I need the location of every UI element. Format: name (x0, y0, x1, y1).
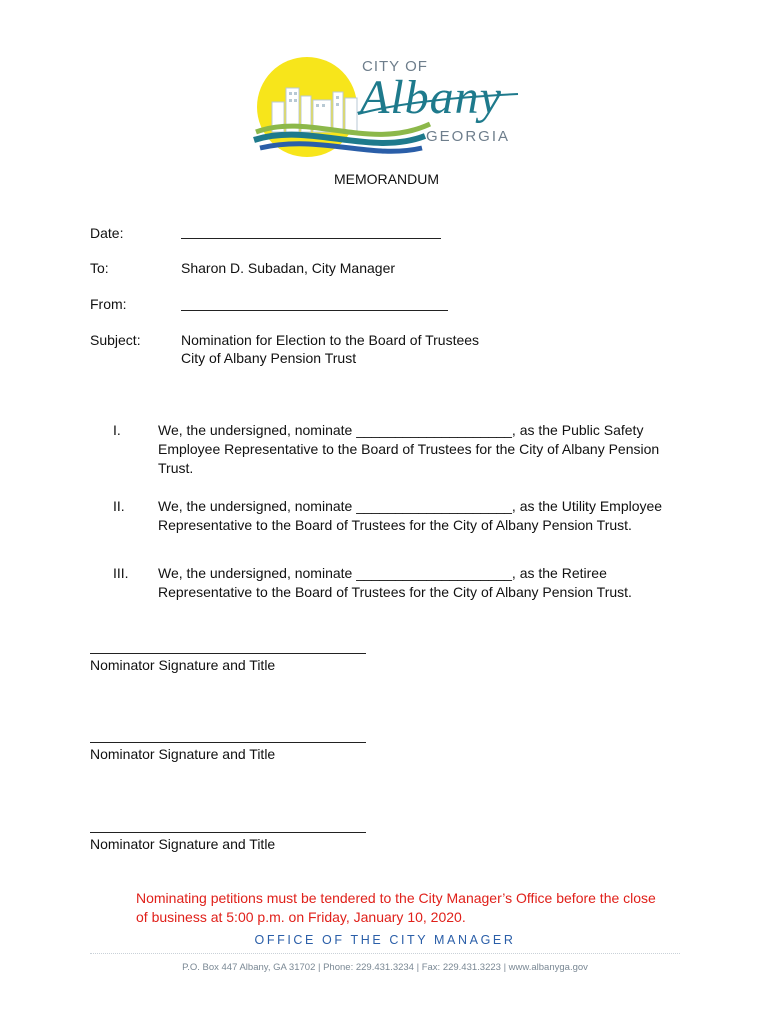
subject-line1: Nomination for Election to the Board of Trustees (181, 332, 480, 348)
footer-office-title: OFFICE OF THE CITY MANAGER (254, 933, 516, 947)
date-blank-line (181, 238, 441, 239)
from-label: From: (90, 296, 127, 312)
item-numeral: III. (113, 565, 129, 581)
item-line: Employee Representative to the Board of Trustees for the City of Albany Pension (158, 441, 660, 457)
subject-line2: City of Albany Pension Trust (181, 350, 357, 366)
date-label: Date: (90, 225, 124, 241)
from-blank-line (181, 310, 448, 311)
item-line: Representative to the Board of Trustees for the City of Albany Pension Trust. (158, 584, 632, 600)
logo-albany: Albany (360, 71, 502, 124)
to-label: To: (90, 260, 109, 276)
memo-heading: MEMORANDUM (334, 171, 439, 187)
item-line: We, the undersigned, nominate ____________________, as the Retiree (158, 565, 607, 581)
item-numeral: II. (113, 498, 125, 514)
item-line: We, the undersigned, nominate ____________________, as the Utility Employee (158, 498, 663, 514)
notice-line2: of business at 5:00 p.m. on Friday, January 10, 2020. (136, 909, 466, 925)
signature-line (90, 832, 366, 833)
item-numeral: I. (113, 422, 121, 438)
notice-line1: Nominating petitions must be tendered to the City Manager’s Office before the close (136, 890, 656, 906)
signature-line (90, 653, 366, 654)
to-value: Sharon D. Subadan, City Manager (181, 260, 396, 276)
item-line: Representative to the Board of Trustees for the City of Albany Pension Trust. (158, 517, 632, 533)
item-line: We, the undersigned, nominate ____________________, as the Public Safety (158, 422, 644, 438)
signature-line (90, 742, 366, 743)
signature-caption: Nominator Signature and Title (90, 746, 276, 762)
item-line: Trust. (158, 460, 194, 476)
footer-divider (90, 953, 680, 954)
signature-caption: Nominator Signature and Title (90, 836, 276, 852)
city-logo (250, 52, 530, 162)
logo-city-of: CITY OF (362, 58, 428, 75)
subject-label: Subject: (90, 332, 141, 348)
signature-caption: Nominator Signature and Title (90, 657, 276, 673)
logo-georgia: GEORGIA (426, 128, 511, 145)
footer-contact: P.O. Box 447 Albany, GA 31702 | Phone: 229.431.3234 | Fax: 229.431.3223 | www.albanyga.gov (182, 962, 588, 973)
